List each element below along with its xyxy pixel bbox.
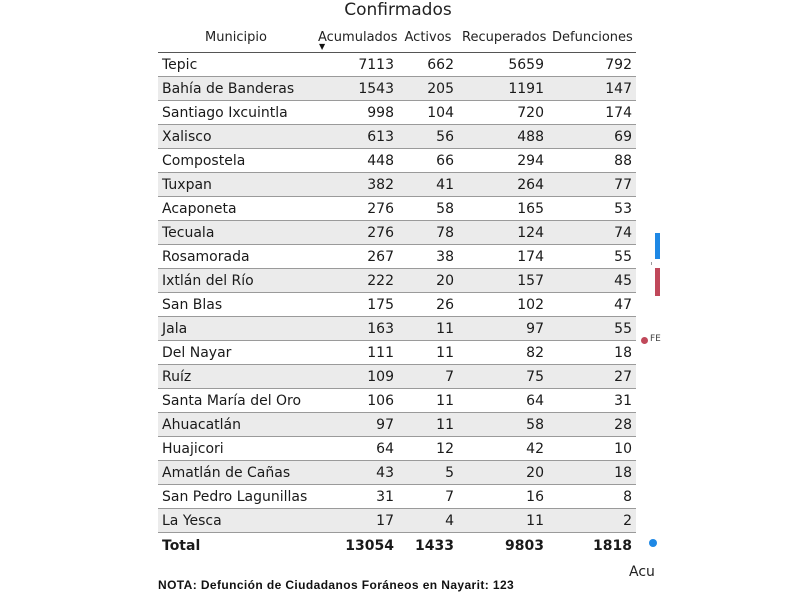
cell-municipio: San Pedro Lagunillas	[158, 485, 314, 509]
column-header-recuperados[interactable]: Recuperados	[458, 22, 548, 53]
cell-activos: 11	[398, 317, 458, 341]
table-body	[158, 53, 636, 533]
cell-activos: 78	[398, 221, 458, 245]
cell-activos: 104	[398, 101, 458, 125]
cell-defunciones: 88	[548, 149, 636, 173]
cell-acumulados: 998	[314, 101, 398, 125]
table-row[interactable]	[158, 365, 636, 389]
cell-activos: 11	[398, 341, 458, 365]
total-acumulados: 13054	[314, 533, 398, 560]
cell-recuperados: 264	[458, 173, 548, 197]
cell-recuperados: 64	[458, 389, 548, 413]
table-row[interactable]	[158, 389, 636, 413]
municipality-table	[158, 22, 636, 559]
cell-municipio: Tecuala	[158, 221, 314, 245]
cell-defunciones: 55	[548, 245, 636, 269]
cell-municipio: Jala	[158, 317, 314, 341]
cell-defunciones: 18	[548, 341, 636, 365]
cell-defunciones: 27	[548, 365, 636, 389]
cell-municipio: Santa María del Oro	[158, 389, 314, 413]
partial-bar-blue	[655, 233, 660, 259]
cell-municipio: Compostela	[158, 149, 314, 173]
cell-municipio: Tepic	[158, 53, 314, 77]
cell-defunciones: 28	[548, 413, 636, 437]
cell-municipio: Ruíz	[158, 365, 314, 389]
cell-municipio: Del Nayar	[158, 341, 314, 365]
cell-recuperados: 174	[458, 245, 548, 269]
cell-activos: 11	[398, 413, 458, 437]
cell-recuperados: 97	[458, 317, 548, 341]
cell-activos: 12	[398, 437, 458, 461]
cell-recuperados: 20	[458, 461, 548, 485]
cell-municipio: Santiago Ixcuintla	[158, 101, 314, 125]
cell-activos: 58	[398, 197, 458, 221]
column-header-municipio[interactable]: Municipio	[158, 22, 314, 53]
cell-defunciones: 45	[548, 269, 636, 293]
column-header-acumulados-label: Acumulados	[318, 29, 398, 45]
cell-acumulados: 111	[314, 341, 398, 365]
cell-acumulados: 43	[314, 461, 398, 485]
table-header-row	[158, 22, 636, 53]
cell-defunciones: 47	[548, 293, 636, 317]
table-row[interactable]	[158, 437, 636, 461]
table-row[interactable]	[158, 461, 636, 485]
cell-recuperados: 75	[458, 365, 548, 389]
table-row[interactable]	[158, 173, 636, 197]
cell-recuperados: 157	[458, 269, 548, 293]
cell-acumulados: 97	[314, 413, 398, 437]
cell-municipio: La Yesca	[158, 509, 314, 533]
table-row[interactable]	[158, 149, 636, 173]
total-label: Total	[158, 533, 314, 560]
cell-acumulados: 7113	[314, 53, 398, 77]
cell-defunciones: 10	[548, 437, 636, 461]
cell-defunciones: 69	[548, 125, 636, 149]
footnote: NOTA: Defunción de Ciudadanos Foráneos en Nayarit: 123	[158, 578, 515, 592]
table-row[interactable]	[158, 53, 636, 77]
table-total-row	[158, 533, 636, 560]
cell-activos: 38	[398, 245, 458, 269]
clipped-axis-label: Acu	[629, 564, 655, 580]
column-header-acumulados[interactable]	[314, 22, 398, 53]
cell-recuperados: 165	[458, 197, 548, 221]
cell-acumulados: 109	[314, 365, 398, 389]
cell-acumulados: 276	[314, 221, 398, 245]
legend-dot-red	[641, 337, 648, 344]
cell-recuperados: 102	[458, 293, 548, 317]
table-row[interactable]	[158, 269, 636, 293]
table-row[interactable]	[158, 245, 636, 269]
column-header-activos[interactable]: Activos	[398, 22, 458, 53]
table-title: Confirmados	[344, 0, 452, 20]
cell-activos: 5	[398, 461, 458, 485]
cell-activos: 7	[398, 485, 458, 509]
sort-descending-icon: ▼	[319, 42, 326, 51]
cell-defunciones: 77	[548, 173, 636, 197]
cell-municipio: Xalisco	[158, 125, 314, 149]
cell-acumulados: 613	[314, 125, 398, 149]
cell-recuperados: 58	[458, 413, 548, 437]
table-row[interactable]	[158, 413, 636, 437]
cell-recuperados: 82	[458, 341, 548, 365]
cell-recuperados: 42	[458, 437, 548, 461]
total-activos: 1433	[398, 533, 458, 560]
cell-defunciones: 8	[548, 485, 636, 509]
table-row[interactable]	[158, 197, 636, 221]
cell-recuperados: 16	[458, 485, 548, 509]
cell-acumulados: 106	[314, 389, 398, 413]
table-row[interactable]	[158, 485, 636, 509]
table-row[interactable]	[158, 341, 636, 365]
table-row[interactable]	[158, 101, 636, 125]
cell-municipio: Amatlán de Cañas	[158, 461, 314, 485]
cell-acumulados: 64	[314, 437, 398, 461]
cell-defunciones: 55	[548, 317, 636, 341]
cell-recuperados: 5659	[458, 53, 548, 77]
column-header-defunciones[interactable]: Defunciones	[548, 22, 636, 53]
partial-tick	[651, 262, 652, 265]
cell-acumulados: 222	[314, 269, 398, 293]
cell-defunciones: 147	[548, 77, 636, 101]
cell-activos: 662	[398, 53, 458, 77]
cell-defunciones: 74	[548, 221, 636, 245]
table-row[interactable]	[158, 317, 636, 341]
cell-defunciones: 2	[548, 509, 636, 533]
cell-activos: 41	[398, 173, 458, 197]
table-row[interactable]	[158, 221, 636, 245]
cell-recuperados: 11	[458, 509, 548, 533]
cell-activos: 56	[398, 125, 458, 149]
cell-recuperados: 294	[458, 149, 548, 173]
table-row[interactable]	[158, 509, 636, 533]
cell-recuperados: 488	[458, 125, 548, 149]
cell-activos: 7	[398, 365, 458, 389]
cell-activos: 4	[398, 509, 458, 533]
cell-municipio: Ixtlán del Río	[158, 269, 314, 293]
cell-municipio: Tuxpan	[158, 173, 314, 197]
cell-defunciones: 31	[548, 389, 636, 413]
total-recuperados: 9803	[458, 533, 548, 560]
cell-acumulados: 31	[314, 485, 398, 509]
cell-activos: 11	[398, 389, 458, 413]
total-defunciones: 1818	[548, 533, 636, 560]
cell-defunciones: 53	[548, 197, 636, 221]
cell-municipio: Rosamorada	[158, 245, 314, 269]
cell-defunciones: 792	[548, 53, 636, 77]
cell-recuperados: 124	[458, 221, 548, 245]
cell-municipio: Huajicori	[158, 437, 314, 461]
cell-acumulados: 267	[314, 245, 398, 269]
cell-recuperados: 1191	[458, 77, 548, 101]
cell-activos: 66	[398, 149, 458, 173]
cell-acumulados: 17	[314, 509, 398, 533]
cell-defunciones: 174	[548, 101, 636, 125]
cell-defunciones: 18	[548, 461, 636, 485]
cell-municipio: Bahía de Banderas	[158, 77, 314, 101]
cell-acumulados: 175	[314, 293, 398, 317]
cell-acumulados: 382	[314, 173, 398, 197]
table-row[interactable]	[158, 77, 636, 101]
cell-activos: 20	[398, 269, 458, 293]
cell-municipio: Acaponeta	[158, 197, 314, 221]
cell-acumulados: 1543	[314, 77, 398, 101]
cell-activos: 26	[398, 293, 458, 317]
cell-acumulados: 163	[314, 317, 398, 341]
cell-activos: 205	[398, 77, 458, 101]
partial-bar-red	[655, 268, 660, 296]
legend-dot-blue	[649, 539, 657, 547]
table-row[interactable]	[158, 125, 636, 149]
cell-municipio: Ahuacatlán	[158, 413, 314, 437]
cell-acumulados: 276	[314, 197, 398, 221]
cell-municipio: San Blas	[158, 293, 314, 317]
legend-label-red: FE	[650, 334, 661, 344]
table-row[interactable]	[158, 293, 636, 317]
cell-recuperados: 720	[458, 101, 548, 125]
cell-acumulados: 448	[314, 149, 398, 173]
